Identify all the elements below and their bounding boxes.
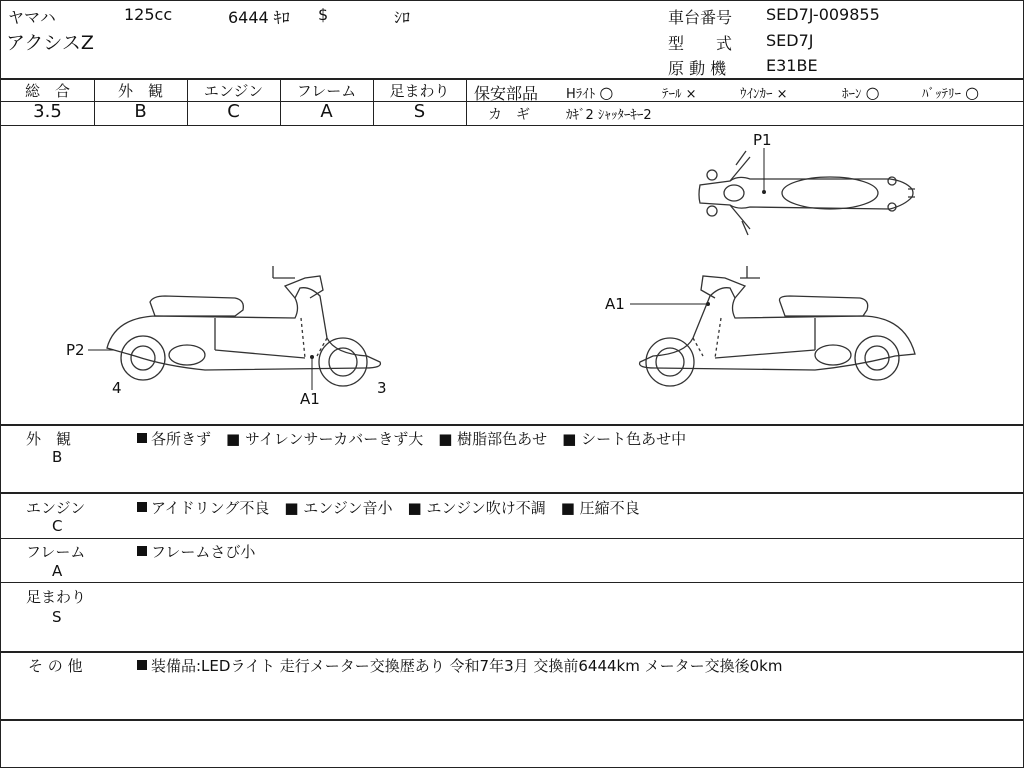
p2-leader xyxy=(88,346,118,354)
safety-item-status: ○ xyxy=(965,83,980,102)
frame-no: SED7J-009855 xyxy=(766,5,880,24)
grade-engine-value: C xyxy=(227,101,240,122)
safety-item-battery xyxy=(922,83,979,102)
section-frame-grade: A xyxy=(52,562,63,580)
label-3: 3 xyxy=(377,379,387,397)
p1-leader xyxy=(760,148,770,198)
a1-left-leader xyxy=(308,354,318,392)
section-engine-grade: C xyxy=(52,517,63,535)
section-engine-text xyxy=(137,497,640,518)
a1-right-leader xyxy=(630,300,714,308)
scooter-right-side xyxy=(635,258,925,388)
safety-item-name: ﾊﾞｯﾃﾘｰ xyxy=(922,87,961,102)
safety-item-name: Hﾗｲﾄ xyxy=(566,87,596,102)
section-frame-text xyxy=(137,541,255,562)
safety-item-name: ﾃｰﾙ xyxy=(662,87,682,102)
safety-item-status: × xyxy=(685,87,697,102)
key-label: カ ギ xyxy=(488,107,530,123)
engine-label: 原 動 機 xyxy=(668,59,727,78)
safety-item-winker xyxy=(740,83,788,102)
displacement: 125cc xyxy=(124,5,173,24)
safety-item-horn xyxy=(842,83,880,102)
frame-no-label: 車台番号 xyxy=(668,8,733,27)
safety-label: 保安部品 xyxy=(474,84,539,103)
section-exterior-detail: 各所きず ■ サイレンサーカバーきず大 ■ 樹脂部色あせ ■ シート色あせ中 xyxy=(151,430,687,448)
divider xyxy=(0,582,1024,583)
type-value: SED7J xyxy=(766,31,814,50)
grade-overall-value: 3.5 xyxy=(33,101,62,122)
engine-value: E31BE xyxy=(766,56,818,75)
safety-item-status: ○ xyxy=(599,83,614,102)
grade-suspension-label: 足まわり xyxy=(389,82,450,100)
grade-exterior-label: 外 観 xyxy=(117,82,163,100)
safety-item-name: ﾎｰﾝ xyxy=(842,87,862,102)
section-exterior-grade: B xyxy=(52,448,63,466)
label-a1-left: A1 xyxy=(300,390,320,408)
section-other-label: そ の 他 xyxy=(28,657,83,675)
grade-frame-label: フレーム xyxy=(296,82,357,100)
key-value: ｶｷﾞ2 ｼｬｯﾀｰｷｰ2 xyxy=(566,108,652,123)
divider xyxy=(0,719,1024,721)
type-label: 型 式 xyxy=(668,34,733,53)
section-other-text xyxy=(137,655,782,676)
safety-item-name: ｳｲﾝｶｰ xyxy=(740,87,773,102)
section-exterior-text xyxy=(137,428,686,449)
section-engine-detail: アイドリング不良 ■ エンジン音小 ■ エンジン吹け不調 ■ 圧縮不良 xyxy=(151,499,640,517)
divider xyxy=(0,538,1024,539)
safety-item-tail xyxy=(662,83,697,102)
grade-engine-label: エンジン xyxy=(203,82,264,100)
section-frame-label: フレーム xyxy=(26,543,86,561)
safety-item-status: × xyxy=(776,87,788,102)
grade-exterior-value: B xyxy=(134,101,147,122)
grade-frame-value: A xyxy=(320,101,333,122)
label-p2: P2 xyxy=(66,341,85,359)
divider xyxy=(466,79,467,125)
safety-item-headlight xyxy=(566,83,613,102)
section-exterior-label: 外 観 xyxy=(26,430,72,448)
label-a1-right: A1 xyxy=(605,295,625,313)
mileage: 6444 ｷﾛ xyxy=(228,8,290,27)
section-suspension-grade: S xyxy=(52,608,62,626)
grade-suspension-value: S xyxy=(413,101,426,122)
currency-mark: $ xyxy=(318,5,329,24)
divider xyxy=(0,125,1024,126)
divider xyxy=(0,651,1024,653)
color: ｼﾛ xyxy=(394,8,411,27)
section-other-detail: 装備品:LEDライト 走行メーター交換歴あり 令和7年3月 交換前6444km メーター交換後0km xyxy=(151,657,783,675)
section-suspension-label: 足まわり xyxy=(26,588,87,606)
model-name: アクシスZ xyxy=(6,32,94,54)
safety-item-status: ○ xyxy=(865,83,880,102)
grade-overall-label: 総 合 xyxy=(24,82,70,100)
label-p1: P1 xyxy=(753,131,772,149)
section-engine-label: エンジン xyxy=(26,499,86,517)
divider xyxy=(0,424,1024,426)
scooter-left-side xyxy=(95,258,390,388)
label-4: 4 xyxy=(112,379,122,397)
scooter-top-view xyxy=(690,145,920,240)
maker: ヤマハ xyxy=(8,8,56,27)
divider xyxy=(0,492,1024,494)
section-frame-detail: フレームさび小 xyxy=(151,543,256,561)
